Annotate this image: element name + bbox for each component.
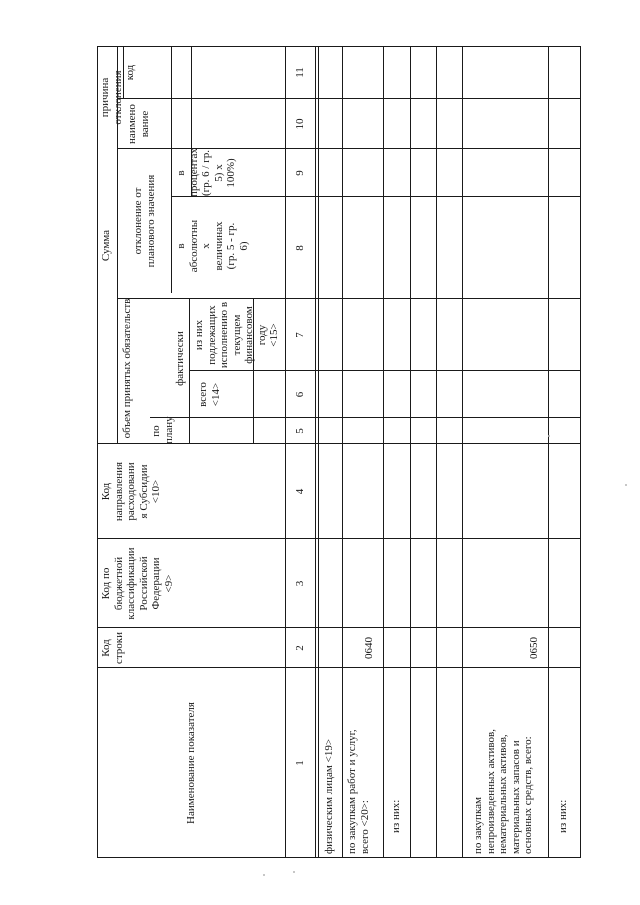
row-name: по закупкам непроизведенных активов, нематериальных активов, материальных запасов и основных средств, всего: [472, 729, 534, 854]
header-total: всего <14> [197, 382, 222, 407]
header-reason-code: код [124, 64, 136, 81]
column-number: 5 [294, 428, 306, 434]
header-budget-code: Код по бюджетной классификации Российской Федерации <9> [100, 547, 175, 620]
scan-speck [263, 874, 265, 876]
scan-speck [548, 435, 550, 437]
header-percent: в процентах (гр. 6 / гр. 5) х 100%) [175, 148, 237, 197]
row-name: из них: [557, 799, 569, 833]
column-number: 6 [294, 391, 306, 398]
scan-speck [625, 484, 627, 486]
scan-speck [293, 871, 295, 873]
column-number: 7 [294, 332, 306, 338]
column-number: 10 [294, 118, 306, 130]
row-name: из них: [390, 799, 402, 833]
column-number: 3 [294, 580, 306, 587]
header-plan: по плану [150, 416, 175, 444]
column-number: 11 [294, 67, 306, 78]
column-number: 4 [294, 488, 306, 495]
column-number: 8 [294, 245, 306, 251]
column-number: 1 [294, 760, 306, 766]
row-name: по закупкам работ и услуг, всего <20>: [346, 729, 371, 854]
header-actual: фактически [174, 331, 186, 386]
row-code: 0640 [363, 637, 375, 659]
header-direction-code: Код направления расходовани я Субсидии <10> [100, 461, 162, 522]
header-absolute: в абсолютны х величинах (гр. 5 - гр. 6) [175, 219, 250, 273]
header-obligations: объем принятых обязательств [121, 298, 133, 439]
header-line-code: Код строки [100, 631, 125, 665]
row-code: 0650 [528, 637, 540, 659]
header-reason-name: наимено вание [126, 104, 151, 144]
row-name: физическим лицам <19> [323, 738, 335, 854]
header-sum: Сумма [100, 229, 112, 262]
header-current-year: из них подлежащих исполнению в текущем финансовом году <15> [193, 301, 280, 369]
header-reason: причина отклонения [99, 70, 124, 125]
column-number: 9 [294, 170, 306, 176]
column-number: 2 [294, 645, 306, 651]
header-name: Наименование показателя [185, 702, 197, 824]
header-deviation: отклонение от планового значения [132, 174, 157, 268]
